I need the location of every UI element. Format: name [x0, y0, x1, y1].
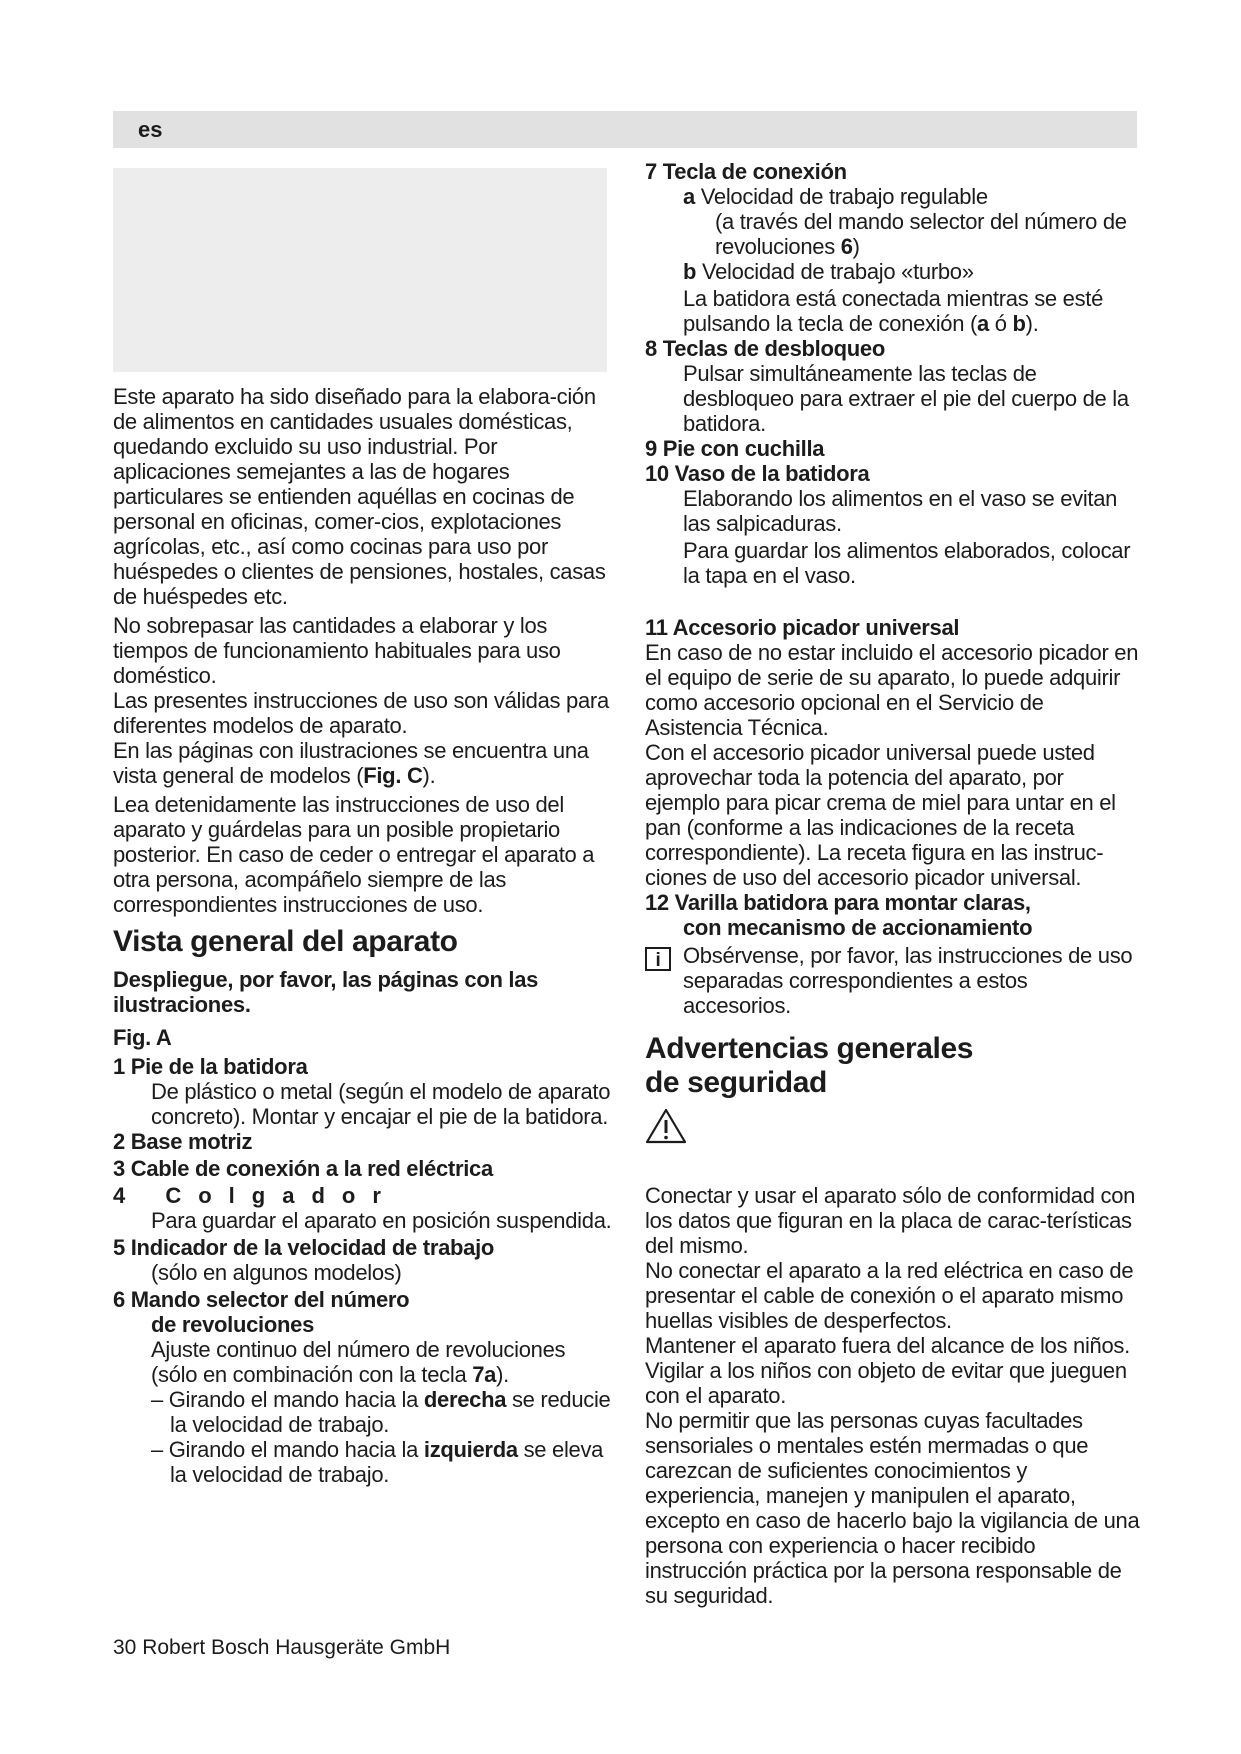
item-11-text-2: Con el accesorio picador universal puede usted aprovechar toda la potencia del aparato, por ejemplo para picar crema de miel para untar en el pan (conforme a las indicaciones de la receta correspondiente). La receta figura en las instruc-ciones de uso del accesorio picador universal.	[645, 740, 1116, 890]
item-7a-sub: (a través del mando selector del número de revoluciones 6)	[715, 209, 1127, 259]
safety-text-1: Conectar y usar el aparato sólo de conformidad con los datos que figuran en la placa de carac-terísticas del mismo.	[645, 1183, 1136, 1258]
item-6-title: 6 Mando selector del número	[113, 1287, 410, 1312]
unfold-note: Despliegue, por favor, las páginas con las ilustraciones.	[113, 967, 539, 1017]
info-note-text: Obsérvense, por favor, las instrucciones de uso separadas correspondientes a estos accesorios.	[683, 943, 1133, 1018]
item-1-title: 1 Pie de la batidora	[113, 1054, 308, 1079]
item-9-title: 9 Pie con cuchilla	[645, 436, 825, 461]
item-12-title: 12 Varilla batidora para montar claras,	[645, 890, 1031, 915]
warning-icon	[645, 1108, 1140, 1149]
figure-label: Fig. A	[113, 1025, 172, 1050]
safety-text-3: Mantener el aparato fuera del alcance de los niños. Vigilar a los niños con objeto de evitar que jueguen con el aparato.	[645, 1333, 1130, 1408]
info-icon: i	[645, 947, 671, 971]
overview-heading: Vista general del aparato	[113, 925, 458, 958]
item-11-text-1: En caso de no estar incluido el accesorio picador en el equipo de serie de su aparato, lo puede adquirir como accesorio opcional en el Servicio de Asistencia Técnica.	[645, 640, 1139, 740]
intro-paragraph-3: Las presentes instrucciones de uso son válidas para diferentes modelos de aparato.	[113, 688, 609, 738]
page-footer: 30 Robert Bosch Hausgeräte GmbH	[113, 1636, 451, 1659]
item-6-text: Ajuste continuo del número de revoluciones (sólo en combinación con la tecla 7a).	[151, 1337, 566, 1387]
intro-paragraph-5: Lea detenidamente las instrucciones de uso del aparato y guárdelas para un posible propietario posterior. En caso de ceder o entregar el aparato a otra persona, acompáñelo siempre de las correspondientes instrucciones de uso.	[113, 792, 595, 917]
item-10-text-2: Para guardar los alimentos elaborados, colocar la tapa en el vaso.	[683, 538, 1131, 588]
info-note	[645, 943, 1140, 1018]
item-7-title: 7 Tecla de conexión	[645, 159, 847, 184]
language-code: es	[138, 117, 163, 142]
item-2-title: 2 Base motriz	[113, 1129, 253, 1154]
safety-heading: Advertencias generales de seguridad	[645, 1032, 974, 1099]
safety-text-2: No conectar el aparato a la red eléctrica en caso de presentar el cable de conexión o el aparato mismo huellas visibles de desperfectos.	[645, 1258, 1134, 1333]
intro-paragraph-1: Este aparato ha sido diseñado para la elabora-ción de alimentos en cantidades usuales domésticas, quedando excluido su uso industrial. Por aplicaciones semejantes a las de hogares particulares se entienden aquéllas en cocinas de personal en oficinas, comer-cios, explotaciones agrícolas, etc., así como cocinas para uso por huéspedes o clientes de pensiones, hostales, casas de huéspedes etc.	[113, 384, 606, 609]
item-8-title: 8 Teclas de desbloqueo	[645, 336, 885, 361]
item-6-title-cont: de revoluciones	[151, 1312, 315, 1337]
left-column	[113, 384, 613, 1487]
item-3-title: 3 Cable de conexión a la red eléctrica	[113, 1156, 493, 1181]
item-7b: b Velocidad de trabajo «turbo»	[683, 259, 974, 284]
item-4-title: 4 Colgador	[113, 1183, 398, 1208]
item-6-dash-2: – Girando el mando hacia la izquierda se eleva la velocidad de trabajo.	[151, 1437, 604, 1487]
item-5-title: 5 Indicador de la velocidad de trabajo	[113, 1235, 495, 1260]
item-7-note: La batidora está conectada mientras se esté pulsando la tecla de conexión (a ó b).	[683, 286, 1104, 336]
item-11-title: 11 Accesorio picador universal	[645, 615, 960, 640]
intro-paragraph-2: No sobrepasar las cantidades a elaborar y los tiempos de funcionamiento habituales para uso doméstico.	[113, 613, 561, 688]
item-5-text: (sólo en algunos modelos)	[151, 1260, 402, 1285]
item-7a: a Velocidad de trabajo regulable	[683, 184, 988, 209]
item-8-text: Pulsar simultáneamente las teclas de desbloqueo para extraer el pie del cuerpo de la batidora.	[683, 361, 1129, 436]
item-4-text: Para guardar el aparato en posición suspendida.	[151, 1208, 612, 1233]
item-1-text: De plástico o metal (según el modelo de aparato concreto). Montar y encajar el pie de la batidora.	[151, 1079, 611, 1129]
item-12-title-cont: con mecanismo de accionamiento	[683, 915, 1033, 940]
item-10-title: 10 Vaso de la batidora	[645, 461, 870, 486]
language-bar	[113, 111, 1137, 148]
item-6-dash-1: – Girando el mando hacia la derecha se reducie la velocidad de trabajo.	[151, 1387, 611, 1437]
item-10-text-1: Elaborando los alimentos en el vaso se evitan las salpicaduras.	[683, 486, 1118, 536]
intro-paragraph-4: En las páginas con ilustraciones se encuentra una vista general de modelos (Fig. C).	[113, 738, 589, 788]
image-placeholder	[113, 168, 607, 372]
safety-text-4: No permitir que las personas cuyas facultades sensoriales o mentales estén mermadas o que carezcan de suficientes conocimientos y experiencia, manejen y manipulen el aparato, excepto en caso de hacerlo bajo la vigilancia de una persona con experiencia o hacer recibido instrucción práctica por la persona responsable de su seguridad.	[645, 1408, 1140, 1608]
right-column	[645, 159, 1140, 1608]
